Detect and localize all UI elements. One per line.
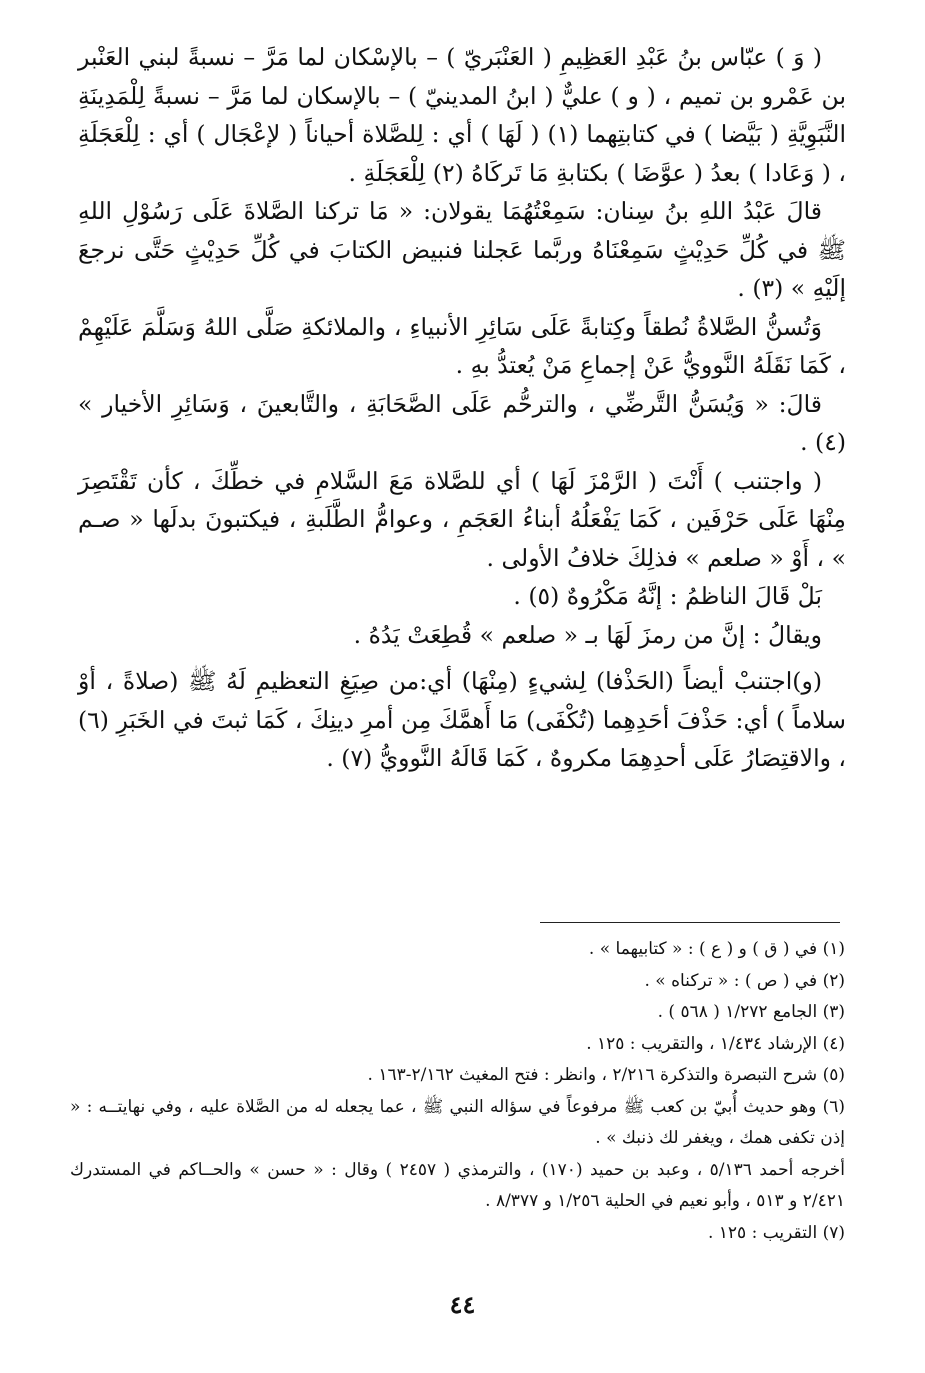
paragraph-abbas-ali: ( وَ ) عبّاس بنُ عَبْدِ العَظِيمِ ( العَنْبَريّ ) – بالإسْكان لما مَرَّ – نسبةً لبني العَنْبر بن عَمْرو بن تميم ، ( و ) عليٌّ ( ابنُ المدينيّ ) – بالإسكان لما مَرَّ – نسبةً لِلْمَدِينَةِ النَّبَوِيَّةِ ( بَيَّضا ) في كتابتِهما (١) ( لَهَا ) أي : لِلصَّلاة أحياناً ( لإعْجَال ) أي : لِلْعَجَلَةِ ، ( وَعَادا ) بعدُ ( عوَّضَا ) بكتابةِ مَا تَركَاهُ (٢) لِلْعَجَلَةِ . (78, 43, 846, 187)
paragraph-salat-on-prophets: وَتُسنُّ الصَّلاةُ نُطقاً وكِتابةً عَلَى سَائِرِ الأنبياءِ ، والملائكةِ صَلَّى اللهُ وَسَلَّمَ عَلَيْهِمْ ، كَمَا نَقَلَهُ النَّوويُّ عَنْ إجماعِ مَنْ يُعتدُّ بهِ . (78, 312, 846, 379)
footnote-1: (١) في ( ق ) و ( ع ) : « كتابيهما » . (588, 939, 845, 959)
paragraph-abdullah-ibn-sinan: قالَ عَبْدُ اللهِ بنُ سِنان: سَمِعْتُهُمَا يقولان: « مَا تركنا الصَّلاةَ عَلَى رَسُوْلِ اللهِ ﷺ في كُلِّ حَدِيْثٍ سَمِعْنَاهُ وربَّما عَجلنا فنبيض الكتابَ في كُلِّ حَدِيْثٍ حَتَّى نرجعَ إلَيْهِ » (٣) . (78, 197, 846, 302)
footnote-separator (540, 922, 840, 923)
paragraph-makruh: بَلْ قَالَ الناظمُ : إنَّهُ مَكْرُوهٌ (٥) . (513, 582, 822, 610)
footnotes-block (70, 934, 845, 1249)
footnote-4: (٤) الإرشاد ١/٤٣٤ ، والتقريب : ١٢٥ . (586, 1033, 845, 1054)
footnote-6: (٦) وهو حديث أُبيّ بن كعب ﷺ مرفوعاً في سؤاله النبي ﷺ ، عما يجعله له من الصَّلاة عليه ، وفي نهايتــه : « إذن تكفى همك ، ويغفر لك ذنبك » . (70, 1096, 845, 1148)
page-number: ٤٤ (449, 1290, 476, 1319)
footnote-3: (٣) الجامع ١/٢٧٢ ( ٥٦٨ ) . (657, 1002, 845, 1022)
footnote-5: (٥) شرح التبصرة والتذكرة ٢/٢١٦ ، وانظر : فتح المغيث ٢/١٦٢-١٦٣ . (367, 1065, 845, 1085)
main-text-block (78, 38, 846, 778)
paragraph-avoid-abbreviation: ( واجتنب ) أَنْتَ ( الرَّمْزَ لَهَا ) أي للصَّلاة مَعَ السَّلامِ في خطِّكَ ، كأن تَقْتَصِرَ مِنْهَا عَلَى حَرْفَين ، كَمَا يَفْعَلُهُ أبناءُ العَجَمِ ، وعوامُّ الطَّلَبةِ ، فيكتبونَ بدلَها « صـم » ، أَوْ « صلعم » فذلِكَ خلافُ الأولى . (78, 466, 846, 572)
paragraph-avoid-omission: (و)اجتنبْ أيضاً (الحَذْفا) لِشيءٍ (مِنْهَا) أي:من صِيَغِ التعظيمِ لَهُ ﷺ (صلاةً ، أوْ سلاماً ) أي: حَذْفَ أحَدِهِما (تُكْفَى) مَا أَهمَّكَ مِن أمرِ دينِكَ ، كَمَا ثبتَ في الخَبَرِ (٦) ، والاقتِصَارُ عَلَى أحدِهِمَا مكروهٌ ، كَمَا قَالَهُ النَّوويُّ (٧) . (78, 667, 846, 772)
paragraph-taraddi: قالَ: « وَيُسَنُّ التَّرضِّي ، والترحُّم عَلَى الصَّحَابَةِ ، والتَّابعينَ ، وَسَائِرِ الأخيار » (٤) . (78, 389, 846, 456)
footnote-7: (٧) التقريب : ١٢٥ . (707, 1222, 845, 1243)
footnote-6-continuation: أخرجه أحمد ٥/١٣٦ ، وعبد بن حميد (١٧٠) ، والترمذي ( ٢٤٥٧ ) وقال : « حسن » والحــاكم في المستدرك ٢/٤٢١ و ٥١٣ ، وأبو نعيم في الحلية ١/٢٥٦ و ٨/٣٧٧ . (70, 1159, 845, 1211)
footnote-2: (٢) في ( ص ) : « تركناه » . (644, 970, 845, 991)
paragraph-hand-cut: ويقالُ : إنَّ من رمزَ لَهَا بـ « صلعم » قُطِعَتْ يَدُهُ . (353, 620, 822, 649)
